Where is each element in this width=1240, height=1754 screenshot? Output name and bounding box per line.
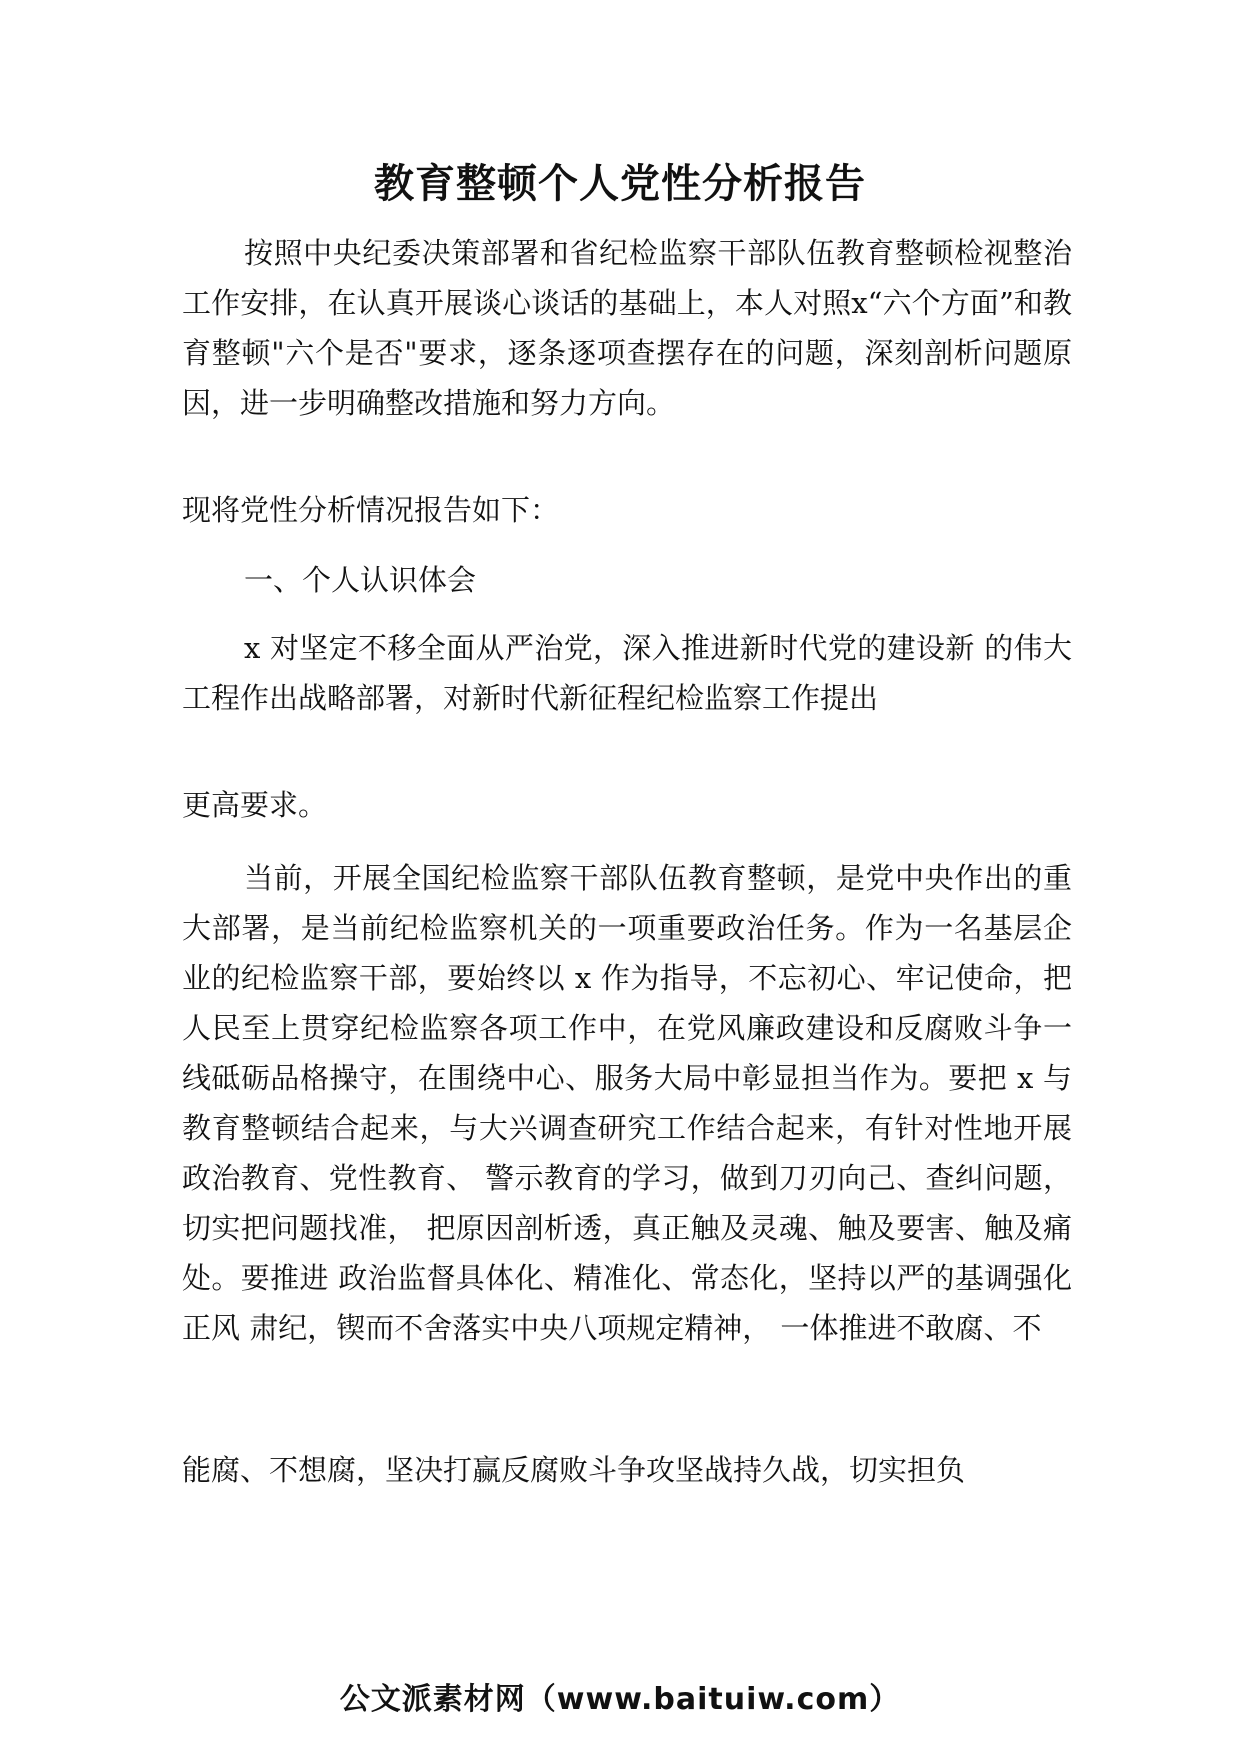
paragraph-higher-requirements: 更高要求。 xyxy=(182,788,328,822)
paragraph-tail: 能腐、不想腐，坚决打赢反腐败斗争攻坚战持久战，切实担负 xyxy=(182,1453,966,1487)
paragraph-intro: 按照中央纪委决策部署和省纪检监察干部队伍教育整顿检视整治工作安排，在认真开展谈心谈话的基础上，本人对照x“六个方面”和教育整顿"六个是否"要求，逐条逐项查摆存在的问题，深刻剖析问题原因，进一步明确整改措施和努力方向。 xyxy=(182,236,1072,420)
document-title: 教育整顿个人党性分析报告 xyxy=(374,161,866,207)
paragraph-deployment: x 对坚定不移全面从严治党，深入推进新时代党的建设新 的伟大工程作出战略部署，对新时代新征程纪检监察工作提出 xyxy=(182,631,1072,715)
footer-watermark: 公文派素材网（www.baituiw.com） xyxy=(339,1682,901,1717)
paragraph-current: 当前，开展全国纪检监察干部队伍教育整顿，是党中央作出的重大部署，是当前纪检监察机关的一项重要政治任务。作为一名基层企业的纪检监察干部，要始终以 x 作为指导，不忘初心、牢记使命，把人民至上贯穿纪检监察各项工作中，在党风廉政建设和反腐败斗争一线砥砺品格操守，在围绕中心、服务大局中彰显担当作为。要把 x 与教育整顿结合起来，与大兴调查研究工作结合起来，有针对性地开展政治教育、党性教育、 警示教育的学习，做到刀刃向己、查纠问题，切实把问题找准， 把原因剖析透，真正触及灵魂、触及要害、触及痛处。要推进 政治监督具体化、精准化、常态化，坚持以严的基调强化正风 肃纪，锲而不舍落实中央八项规定精神， 一体推进不敢腐、不 xyxy=(182,861,1072,1345)
section-heading: 一、个人认识体会 xyxy=(244,563,477,597)
paragraph-report-lead: 现将党性分析情况报告如下： xyxy=(182,493,560,527)
